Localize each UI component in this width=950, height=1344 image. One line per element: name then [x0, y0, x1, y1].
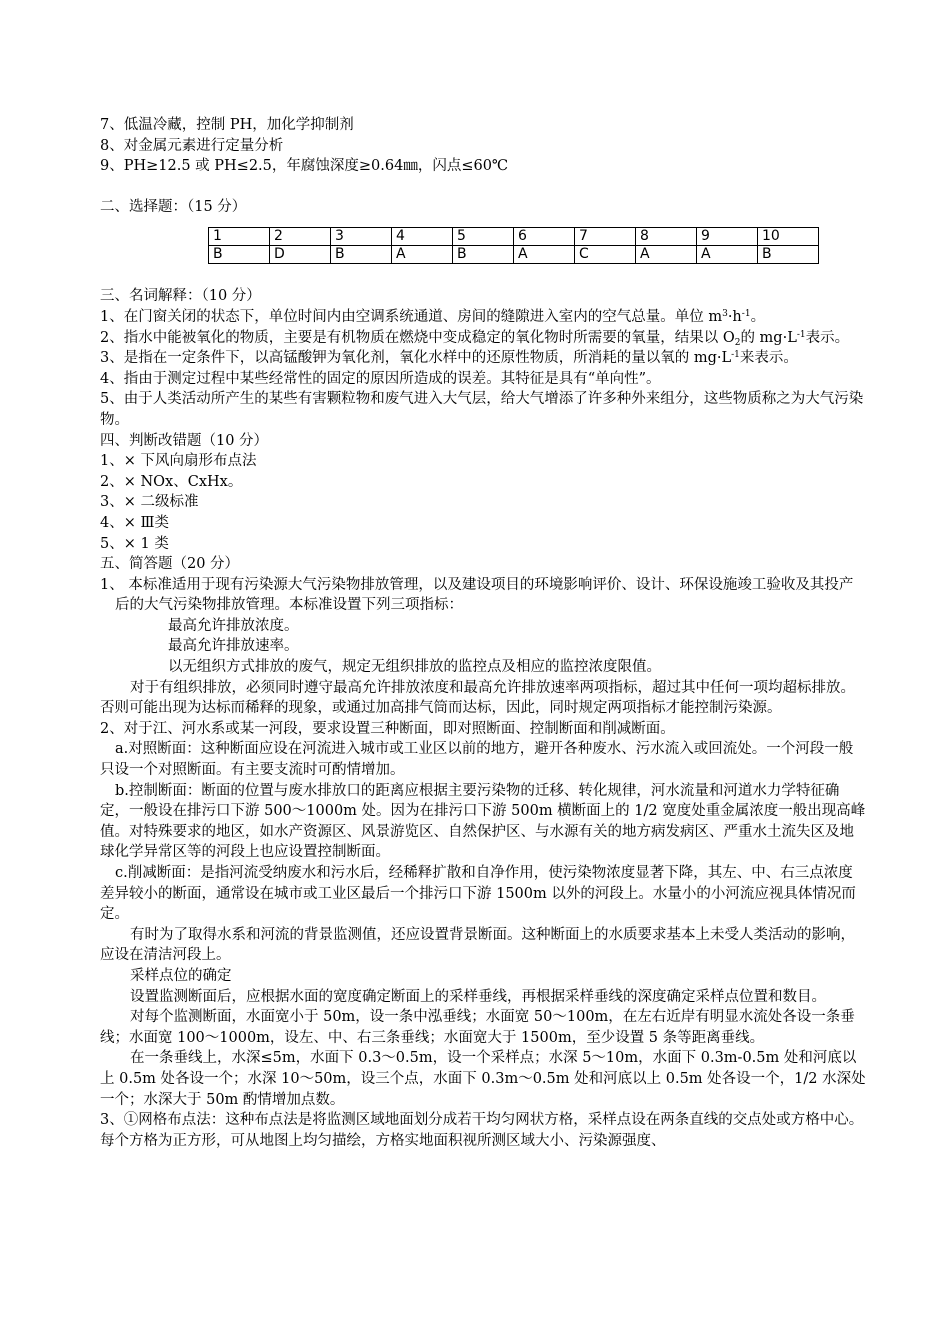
section5-heading: 五、简答题（20 分）	[100, 556, 240, 573]
judgement-item-5: 5、× 1 类	[100, 535, 169, 552]
spacer	[100, 177, 866, 197]
table-cell: 5	[453, 228, 514, 246]
table-cell: B	[209, 246, 270, 264]
table-cell: 3	[331, 228, 392, 246]
table-cell: 2	[270, 228, 331, 246]
q2-background-section: 有时为了取得水系和河流的背景监测值，还应设置背景断面。这种断面上的水质要求基本上未受人类活动的影响，应设在清洁河段上。	[100, 926, 855, 964]
definition-5: 5、由于人类活动所产生的某些有害颗粒物和废气进入大气层，给大气增添了许多种外来组分，这些物质称之为大气污染物。	[100, 391, 864, 428]
superscript: -1	[741, 308, 751, 319]
text: 的 mg·L	[740, 329, 797, 346]
q2-paragraph-3: 在一条垂线上，水深≤5m，水面下 0.3～0.5m，设一个采样点；水深 5～10m，水面下 0.3m-0.5m 处和河底以上 0.5m 处各设一个；水深 10～50m，设三个点，水面下 0.3m～0.5m 处和河底以上 0.5m 处各设一个，1/2 水深处一个；水深大于 50m 酌情增加点数。	[100, 1050, 866, 1108]
table-cell: 6	[514, 228, 575, 246]
table-row-answers	[209, 246, 819, 264]
table-cell: A	[697, 246, 758, 264]
section4-heading: 四、判断改错题（10 分）	[100, 432, 269, 449]
q2-subheading: 采样点位的确定	[130, 967, 232, 984]
definition-1	[100, 307, 866, 328]
judgement-item-3: 3、× 二级标准	[100, 494, 199, 511]
table-cell: 1	[209, 228, 270, 246]
section2-heading: 二、选择题：（15 分）	[100, 198, 247, 215]
document-page	[100, 115, 866, 1151]
q2-paragraph-2: 对每个监测断面，水面宽小于 50m，设一条中泓垂线；水面宽 50～100m，在左右近岸有明显水流处各设一条垂线；水面宽 100～1000m，设左、中、右三条垂线；水面宽大于 1500m，至少设置 5 条等距离垂线。	[100, 1009, 855, 1046]
text: 1、在门窗关闭的状态下，单位时间内由空调系统通道、房间的缝隙进入室内的空气总量。单位 m	[100, 308, 723, 325]
q1-indicator-1: 最高允许排放浓度。	[168, 617, 299, 634]
definition-2	[100, 328, 866, 349]
text: 。	[750, 308, 766, 325]
q2-control-section-b: b.控制断面：断面的位置与废水排放口的距离应根据主要污染物的迁移、转化规律，河水流量和河道水力学特征确定，一般设在排污口下游 500～1000m 处。因为在排污口下游 500m 横断面上的 1/2 宽度处重金属浓度一般出现高峰值。对特殊要求的地区，如水产资源区、风景游览区、自然保护区、与水源有关的地方病发病区、严重水土流失区及地球化学异常区等的河段上也应设置控制断面。	[100, 782, 866, 861]
table-cell: A	[514, 246, 575, 264]
table-cell: A	[636, 246, 697, 264]
table-cell: 4	[392, 228, 453, 246]
table-cell: B	[331, 246, 392, 264]
superscript: -1	[731, 350, 740, 361]
q1-intro: 1、 本标准适用于现有污染源大气污染物排放管理，以及建设项目的环境影响评价、设计、环保设施竣工验收及其投产后的大气污染物排放管理。本标准设置下列三项指标：	[100, 576, 854, 614]
judgement-item-4: 4、× Ⅲ类	[100, 514, 169, 531]
text: 2、指水中能被氧化的物质，主要是有机物质在燃烧中变成稳定的氧化物时所需要的氧量，结果以 O	[100, 329, 735, 346]
q2-paragraph-1: 设置监测断面后，应根据水面的宽度确定断面上的采样垂线，再根据采样垂线的深度确定采样点位置和数目。	[130, 988, 826, 1005]
judgement-item-1: 1、× 下风向扇形布点法	[100, 453, 257, 470]
q1-indicator-3: 以无组织方式排放的废气，规定无组织排放的监控点及相应的监控浓度限值。	[168, 659, 661, 676]
definition-4: 4、指由于测定过程中某些经常性的固定的原因所造成的误差。其特征是具有“单向性”。	[100, 370, 661, 387]
choice-answer-table	[208, 227, 819, 264]
text: 表示。	[805, 329, 850, 346]
definition-3	[100, 348, 866, 369]
table-cell: 10	[758, 228, 819, 246]
q3-paragraph: 3、①网格布点法：这种布点法是将监测区域地面划分成若干均匀网状方格，采样点设在两条直线的交点处或方格中心。每个方格为正方形，可从地图上均匀描绘，方格实地面积视所测区域大小、污染源强度、	[100, 1112, 864, 1149]
q2-control-section-c: c.削减断面：是指河流受纳废水和污水后，经稀释扩散和自净作用，使污染物浓度显著下降，其左、中、右三点浓度差异较小的断面，通常设在城市或工业区最后一个排污口下游 1500m 以外的河段上。水量小的小河流应视具体情况而定。	[100, 865, 856, 923]
answer-line-7: 7、低温冷藏，控制 PH，加化学抑制剂	[100, 117, 354, 133]
table-cell: D	[270, 246, 331, 264]
table-cell: B	[758, 246, 819, 264]
section3-heading: 三、名词解释：（10 分）	[100, 288, 261, 305]
text: 来表示。	[739, 350, 798, 367]
judgement-item-2: 2、× NOx、CxHx。	[100, 473, 243, 490]
table-cell: A	[392, 246, 453, 264]
answer-line-9: 9、PH≥12.5 或 PH≤2.5，年腐蚀深度≥0.64㎜，闪点≤60℃	[100, 158, 509, 175]
answer-line-8: 8、对金属元素进行定量分析	[100, 137, 284, 154]
text: ·h	[727, 308, 742, 325]
table-cell: 7	[575, 228, 636, 246]
superscript: -1	[796, 329, 806, 340]
subscript: 2	[734, 337, 741, 348]
text: 3、是指在一定条件下，以高锰酸钾为氧化剂，氧化水样中的还原性物质，所消耗的量以氧的 mg·L	[100, 350, 732, 367]
table-row-numbers	[209, 228, 819, 246]
q1-indicator-2: 最高允许排放速率。	[168, 638, 299, 655]
q2-control-section-a: a.对照断面：这种断面应设在河流进入城市或工业区以前的地方，避开各种废水、污水流入或回流处。一个河段一般只设一个对照断面。有主要支流时可酌情增加。	[100, 741, 854, 779]
q1-paragraph: 对于有组织排放，必须同时遵守最高允许排放浓度和最高允许排放速率两项指标，超过其中任何一项均超标排放。否则可能出现为达标而稀释的现象，或通过加高排气筒而达标，因此，同时规定两项指标才能控制污染源。	[100, 679, 855, 717]
q2-intro: 2、对于江、河水系或某一河段，要求设置三种断面，即对照断面、控制断面和削减断面。	[100, 720, 675, 737]
table-cell: 9	[697, 228, 758, 246]
table-cell: B	[453, 246, 514, 264]
table-cell: C	[575, 246, 636, 264]
superscript: 3	[722, 308, 728, 319]
table-cell: 8	[636, 228, 697, 246]
